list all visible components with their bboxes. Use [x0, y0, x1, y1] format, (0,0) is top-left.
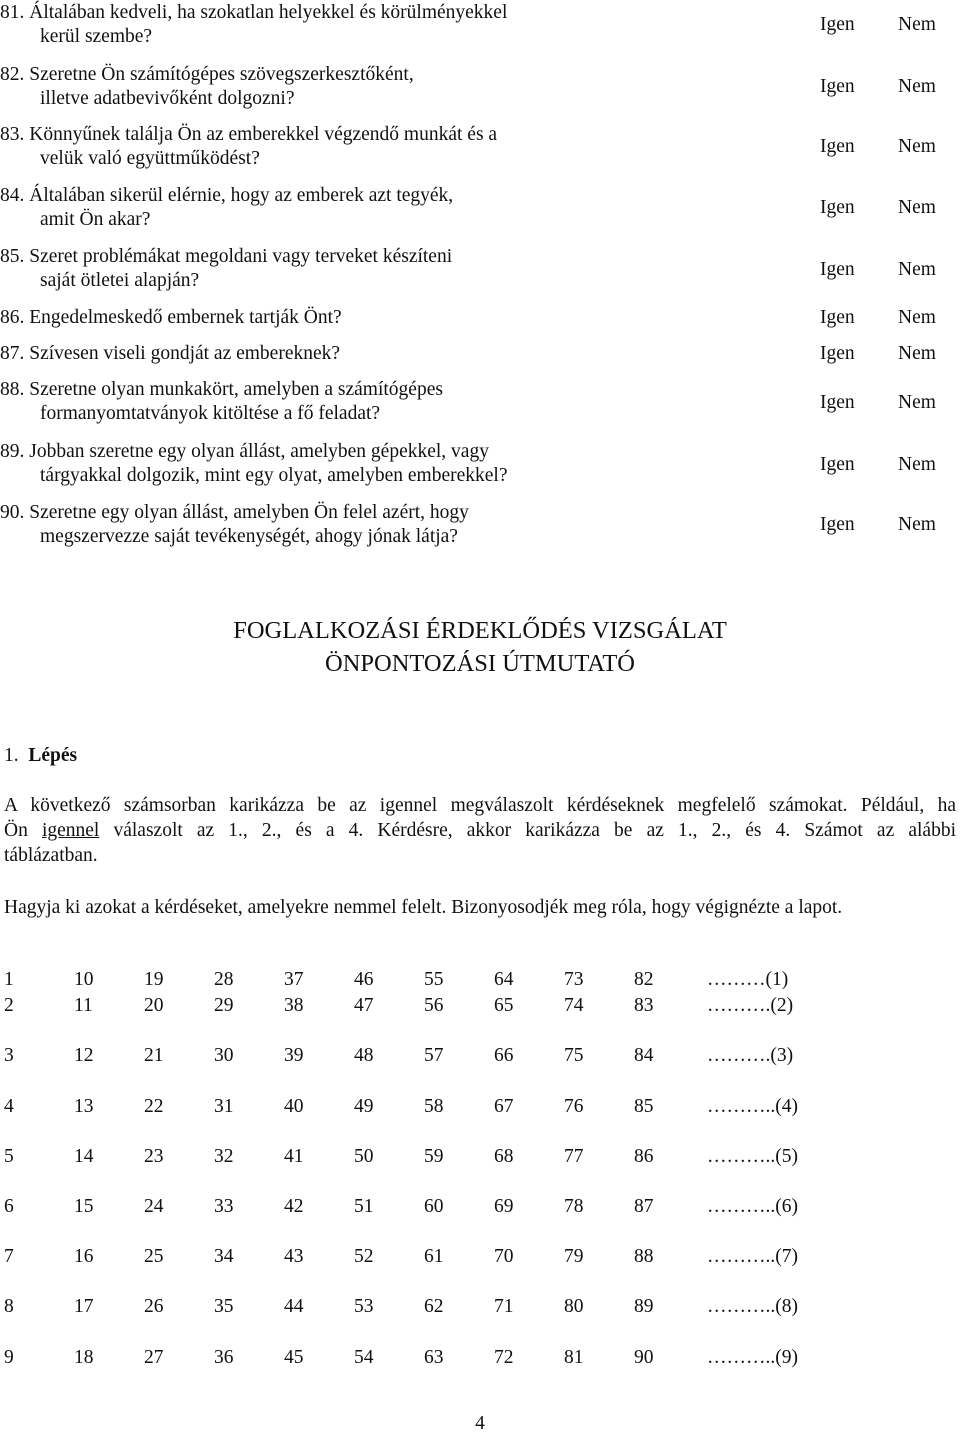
page-subtitle: ÖNPONTOZÁSI ÚTMUTATÓ: [325, 650, 635, 677]
score-number[interactable]: 61: [424, 1246, 444, 1267]
score-number[interactable]: 10: [74, 969, 94, 990]
yes-option[interactable]: Igen: [820, 136, 855, 157]
score-total-blank[interactable]: ………..(8): [707, 1296, 798, 1317]
instructions-line: A következő számsorban karikázza be az igennel megválaszolt kérdéseknek megfelelő számokat. Például, ha: [4, 795, 956, 816]
score-number[interactable]: 19: [144, 969, 164, 990]
score-number[interactable]: 77: [564, 1146, 584, 1167]
question-text-line: 82. Szeretne Ön számítógépes szövegszerkesztőként,: [0, 64, 414, 85]
score-number[interactable]: 82: [634, 969, 654, 990]
score-number[interactable]: 88: [634, 1246, 654, 1267]
score-number[interactable]: 28: [214, 969, 234, 990]
score-number[interactable]: 24: [144, 1196, 164, 1217]
question-text-line: 84. Általában sikerül elérnie, hogy az emberek azt tegyék,: [0, 185, 454, 206]
score-number[interactable]: 23: [144, 1146, 164, 1167]
no-option[interactable]: Nem: [898, 14, 936, 35]
score-number[interactable]: 76: [564, 1096, 584, 1117]
yes-option[interactable]: Igen: [820, 14, 855, 35]
question-text-line: 86. Engedelmeskedő embernek tartják Önt?: [0, 307, 342, 328]
question-90: [0, 501, 780, 549]
yes-option[interactable]: Igen: [820, 514, 855, 535]
no-option[interactable]: Nem: [898, 259, 936, 280]
score-number[interactable]: 13: [74, 1096, 94, 1117]
score-number[interactable]: 65: [494, 995, 514, 1016]
question-88: [0, 378, 780, 426]
score-number[interactable]: 63: [424, 1347, 444, 1368]
score-number[interactable]: 29: [214, 995, 234, 1016]
score-number[interactable]: 57: [424, 1045, 444, 1066]
score-number[interactable]: 16: [74, 1246, 94, 1267]
score-number[interactable]: 21: [144, 1045, 164, 1066]
question-text-line: 83. Könnyűnek találja Ön az emberekkel végzendő munkát és a: [0, 124, 498, 145]
score-number[interactable]: 2: [4, 995, 14, 1016]
question-text-line: amit Ön akar?: [40, 209, 151, 230]
question-text-line: megszervezze saját tevékenységét, ahogy jónak látja?: [40, 526, 458, 547]
score-number[interactable]: 68: [494, 1146, 514, 1167]
score-number[interactable]: 48: [354, 1045, 374, 1066]
score-number[interactable]: 42: [284, 1196, 304, 1217]
question-text-line: illetve adatbevivőként dolgozni?: [40, 88, 295, 109]
score-number[interactable]: 74: [564, 995, 584, 1016]
score-number[interactable]: 64: [494, 969, 514, 990]
score-number[interactable]: 80: [564, 1296, 584, 1317]
yes-option[interactable]: Igen: [820, 259, 855, 280]
instructions-paragraph: [4, 793, 956, 868]
score-number[interactable]: 34: [214, 1246, 234, 1267]
question-text-line: 81. Általában kedveli, ha szokatlan helyekkel és körülményekkel: [0, 2, 508, 23]
score-number[interactable]: 32: [214, 1146, 234, 1167]
no-option[interactable]: Nem: [898, 343, 936, 364]
question-text-line: 90. Szeretne egy olyan állást, amelyben Ön felel azért, hogy: [0, 502, 469, 523]
score-row: [0, 1194, 960, 1220]
no-option[interactable]: Nem: [898, 514, 936, 535]
score-total-blank[interactable]: ………..(4): [707, 1096, 798, 1117]
score-number[interactable]: 38: [284, 995, 304, 1016]
score-number[interactable]: 41: [284, 1146, 304, 1167]
score-number[interactable]: 47: [354, 995, 374, 1016]
step-number: 1.: [4, 745, 19, 766]
score-total-blank[interactable]: ………(1): [707, 969, 789, 990]
score-number[interactable]: 87: [634, 1196, 654, 1217]
score-number[interactable]: 75: [564, 1045, 584, 1066]
score-number[interactable]: 20: [144, 995, 164, 1016]
question-text-line: 89. Jobban szeretne egy olyan állást, amelyben gépekkel, vagy: [0, 441, 489, 462]
question-86: [0, 306, 780, 330]
instructions-line: Ön igennel válaszolt az 1., 2., és a 4. Kérdésre, akkor karikázza be az 1., 2., és 4. Számot az alábbi: [4, 820, 956, 841]
score-total-blank[interactable]: ………..(6): [707, 1196, 798, 1217]
score-number[interactable]: 26: [144, 1296, 164, 1317]
score-number[interactable]: 33: [214, 1196, 234, 1217]
score-number[interactable]: 86: [634, 1146, 654, 1167]
score-row: [0, 967, 960, 993]
score-number[interactable]: 22: [144, 1096, 164, 1117]
score-number[interactable]: 17: [74, 1296, 94, 1317]
score-number[interactable]: 49: [354, 1096, 374, 1117]
question-text-line: tárgyakkal dolgozik, mint egy olyat, amelyben emberekkel?: [40, 465, 508, 486]
score-row: [0, 993, 960, 1019]
score-number[interactable]: 58: [424, 1096, 444, 1117]
no-option[interactable]: Nem: [898, 76, 936, 97]
skip-instructions: [4, 895, 956, 920]
score-number[interactable]: 62: [424, 1296, 444, 1317]
score-number[interactable]: 85: [634, 1096, 654, 1117]
score-number[interactable]: 51: [354, 1196, 374, 1217]
score-total-blank[interactable]: ………..(7): [707, 1246, 798, 1267]
question-82: [0, 63, 780, 111]
score-row: [0, 1144, 960, 1170]
question-text-line: formanyomtatványok kitöltése a fő feladat?: [40, 403, 381, 424]
yes-option[interactable]: Igen: [820, 454, 855, 475]
question-84: [0, 184, 780, 232]
yes-option[interactable]: Igen: [820, 392, 855, 413]
score-row: [0, 1244, 960, 1270]
underlined-word: igennel: [41, 820, 100, 841]
score-number[interactable]: 7: [4, 1246, 14, 1267]
question-89: [0, 440, 780, 488]
score-number[interactable]: 90: [634, 1347, 654, 1368]
score-number[interactable]: 11: [74, 995, 93, 1016]
instructions-line: Hagyja ki azokat a kérdéseket, amelyekre nemmel felelt. Bizonyosodjék meg róla, hogy végignézte a lapot.: [4, 897, 843, 918]
question-87: [0, 342, 780, 366]
question-text-line: 85. Szeret problémákat megoldani vagy terveket készíteni: [0, 246, 453, 267]
score-number[interactable]: 18: [74, 1347, 94, 1368]
score-number[interactable]: 9: [4, 1347, 14, 1368]
score-number[interactable]: 69: [494, 1196, 514, 1217]
score-number[interactable]: 8: [4, 1296, 14, 1317]
score-number[interactable]: 40: [284, 1096, 304, 1117]
question-text-line: saját ötletei alapján?: [40, 270, 200, 291]
score-number[interactable]: 46: [354, 969, 374, 990]
score-number[interactable]: 55: [424, 969, 444, 990]
score-number[interactable]: 78: [564, 1196, 584, 1217]
score-number[interactable]: 1: [4, 969, 14, 990]
score-total-blank[interactable]: ……….(3): [707, 1045, 794, 1066]
step-label: Lépés: [28, 745, 78, 766]
score-number[interactable]: 4: [4, 1096, 14, 1117]
score-number[interactable]: 71: [494, 1296, 514, 1317]
score-number[interactable]: 44: [284, 1296, 304, 1317]
score-number[interactable]: 52: [354, 1246, 374, 1267]
score-number[interactable]: 36: [214, 1347, 234, 1368]
yes-option[interactable]: Igen: [820, 76, 855, 97]
score-number[interactable]: 37: [284, 969, 304, 990]
no-option[interactable]: Nem: [898, 454, 936, 475]
score-number[interactable]: 67: [494, 1096, 514, 1117]
score-number[interactable]: 56: [424, 995, 444, 1016]
no-option[interactable]: Nem: [898, 307, 936, 328]
instructions-line: táblázatban.: [4, 845, 98, 866]
score-number[interactable]: 72: [494, 1347, 514, 1368]
score-number[interactable]: 5: [4, 1146, 14, 1167]
score-number[interactable]: 81: [564, 1347, 584, 1368]
score-number[interactable]: 31: [214, 1096, 234, 1117]
yes-option[interactable]: Igen: [820, 307, 855, 328]
score-number[interactable]: 30: [214, 1045, 234, 1066]
score-number[interactable]: 54: [354, 1347, 374, 1368]
question-81: [0, 1, 780, 49]
score-number[interactable]: 15: [74, 1196, 94, 1217]
question-text-line: 88. Szeretne olyan munkakört, amelyben a számítógépes: [0, 379, 443, 400]
score-number[interactable]: 60: [424, 1196, 444, 1217]
score-number[interactable]: 12: [74, 1045, 94, 1066]
score-row: [0, 1294, 960, 1320]
score-number[interactable]: 73: [564, 969, 584, 990]
question-text-line: velük való együttműködést?: [40, 148, 260, 169]
score-number[interactable]: 66: [494, 1045, 514, 1066]
no-option[interactable]: Nem: [898, 197, 936, 218]
score-number[interactable]: 25: [144, 1246, 164, 1267]
step-heading: [4, 743, 77, 769]
page-number: 4: [475, 1413, 485, 1434]
score-row: [0, 1043, 960, 1069]
question-text-line: 87. Szívesen viseli gondját az embereknek?: [0, 343, 341, 364]
score-number[interactable]: 27: [144, 1347, 164, 1368]
yes-option[interactable]: Igen: [820, 197, 855, 218]
score-row: [0, 1345, 960, 1371]
question-85: [0, 245, 780, 293]
page-title: FOGLALKOZÁSI ÉRDEKLŐDÉS VIZSGÁLAT: [233, 617, 727, 644]
question-text-line: kerül szembe?: [40, 26, 153, 47]
score-number[interactable]: 39: [284, 1045, 304, 1066]
yes-option[interactable]: Igen: [820, 343, 855, 364]
score-number[interactable]: 89: [634, 1296, 654, 1317]
score-number[interactable]: 43: [284, 1246, 304, 1267]
no-option[interactable]: Nem: [898, 392, 936, 413]
score-number[interactable]: 79: [564, 1246, 584, 1267]
score-number[interactable]: 35: [214, 1296, 234, 1317]
score-number[interactable]: 83: [634, 995, 654, 1016]
score-number[interactable]: 45: [284, 1347, 304, 1368]
score-row: [0, 1094, 960, 1120]
score-total-blank[interactable]: ……….(2): [707, 995, 794, 1016]
score-number[interactable]: 70: [494, 1246, 514, 1267]
score-number[interactable]: 3: [4, 1045, 14, 1066]
score-total-blank[interactable]: ………..(5): [707, 1146, 798, 1167]
score-number[interactable]: 53: [354, 1296, 374, 1317]
score-number[interactable]: 6: [4, 1196, 14, 1217]
score-number[interactable]: 50: [354, 1146, 374, 1167]
no-option[interactable]: Nem: [898, 136, 936, 157]
score-number[interactable]: 59: [424, 1146, 444, 1167]
question-83: [0, 123, 780, 171]
score-number[interactable]: 14: [74, 1146, 94, 1167]
score-number[interactable]: 84: [634, 1045, 654, 1066]
score-total-blank[interactable]: ………..(9): [707, 1347, 798, 1368]
